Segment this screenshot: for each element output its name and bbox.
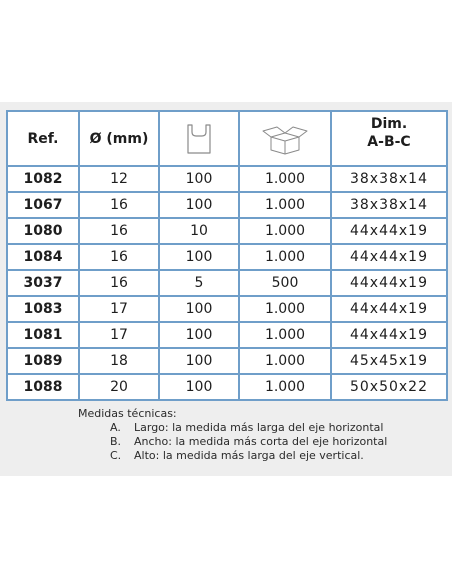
cell-box-qty: 1.000 — [239, 322, 331, 348]
cell-ref: 1084 — [7, 244, 79, 270]
cell-ref: 1080 — [7, 218, 79, 244]
cell-box-qty: 1.000 — [239, 244, 331, 270]
cell-bag-qty: 100 — [159, 192, 239, 218]
cell-diameter: 17 — [79, 296, 159, 322]
note-item — [78, 435, 387, 449]
note-letter: B. — [110, 435, 122, 448]
cell-bag-qty: 100 — [159, 348, 239, 374]
box-icon — [259, 123, 311, 155]
table-row — [7, 244, 447, 270]
cell-diameter: 20 — [79, 374, 159, 400]
technical-notes — [78, 407, 387, 463]
cell-bag-qty: 10 — [159, 218, 239, 244]
note-letter: C. — [110, 449, 122, 462]
table-header-row — [7, 111, 447, 166]
cell-diameter: 16 — [79, 218, 159, 244]
header-ref: Ref. — [7, 111, 79, 166]
table-row — [7, 270, 447, 296]
cell-bag-qty: 100 — [159, 322, 239, 348]
cell-diameter: 12 — [79, 166, 159, 192]
note-text: Largo: la medida más larga del eje horizontal — [134, 421, 384, 434]
notes-title: Medidas técnicas: — [78, 407, 177, 420]
cell-ref: 1082 — [7, 166, 79, 192]
cell-bag-qty: 5 — [159, 270, 239, 296]
cell-bag-qty: 100 — [159, 374, 239, 400]
cell-diameter: 16 — [79, 192, 159, 218]
header-diameter: Ø (mm) — [79, 111, 159, 166]
table-row — [7, 348, 447, 374]
table-row — [7, 374, 447, 400]
header-dim — [331, 111, 447, 166]
spec-table — [6, 110, 448, 401]
note-item — [78, 449, 387, 463]
table-row — [7, 296, 447, 322]
cell-bag-qty: 100 — [159, 244, 239, 270]
cell-box-qty: 1.000 — [239, 166, 331, 192]
cell-box-qty: 1.000 — [239, 348, 331, 374]
table-row — [7, 218, 447, 244]
cell-dims: 44x44x19 — [331, 296, 447, 322]
cell-box-qty: 1.000 — [239, 218, 331, 244]
cell-diameter: 16 — [79, 270, 159, 296]
note-item — [78, 421, 387, 435]
cell-dims: 50x50x22 — [331, 374, 447, 400]
cell-dims: 44x44x19 — [331, 218, 447, 244]
cell-ref: 1081 — [7, 322, 79, 348]
cell-dims: 44x44x19 — [331, 270, 447, 296]
header-box — [239, 111, 331, 166]
bag-icon — [186, 123, 212, 155]
header-bag — [159, 111, 239, 166]
cell-dims: 38x38x14 — [331, 166, 447, 192]
header-dim-line1: Dim. — [370, 116, 408, 132]
cell-diameter: 17 — [79, 322, 159, 348]
cell-box-qty: 500 — [239, 270, 331, 296]
cell-ref: 3037 — [7, 270, 79, 296]
table-row — [7, 192, 447, 218]
note-text: Ancho: la medida más corta del eje horizontal — [134, 435, 388, 448]
cell-box-qty: 1.000 — [239, 192, 331, 218]
cell-ref: 1089 — [7, 348, 79, 374]
note-letter: A. — [110, 421, 121, 434]
table-row — [7, 322, 447, 348]
cell-ref: 1083 — [7, 296, 79, 322]
cell-diameter: 18 — [79, 348, 159, 374]
note-text: Alto: la medida más larga del eje vertical. — [134, 449, 364, 462]
cell-bag-qty: 100 — [159, 296, 239, 322]
cell-diameter: 16 — [79, 244, 159, 270]
cell-bag-qty: 100 — [159, 166, 239, 192]
cell-ref: 1067 — [7, 192, 79, 218]
cell-ref: 1088 — [7, 374, 79, 400]
cell-dims: 45x45x19 — [331, 348, 447, 374]
cell-dims: 44x44x19 — [331, 244, 447, 270]
cell-box-qty: 1.000 — [239, 374, 331, 400]
cell-dims: 44x44x19 — [331, 322, 447, 348]
cell-dims: 38x38x14 — [331, 192, 447, 218]
header-dim-line2: A-B-C — [367, 134, 411, 150]
cell-box-qty: 1.000 — [239, 296, 331, 322]
table-row — [7, 166, 447, 192]
